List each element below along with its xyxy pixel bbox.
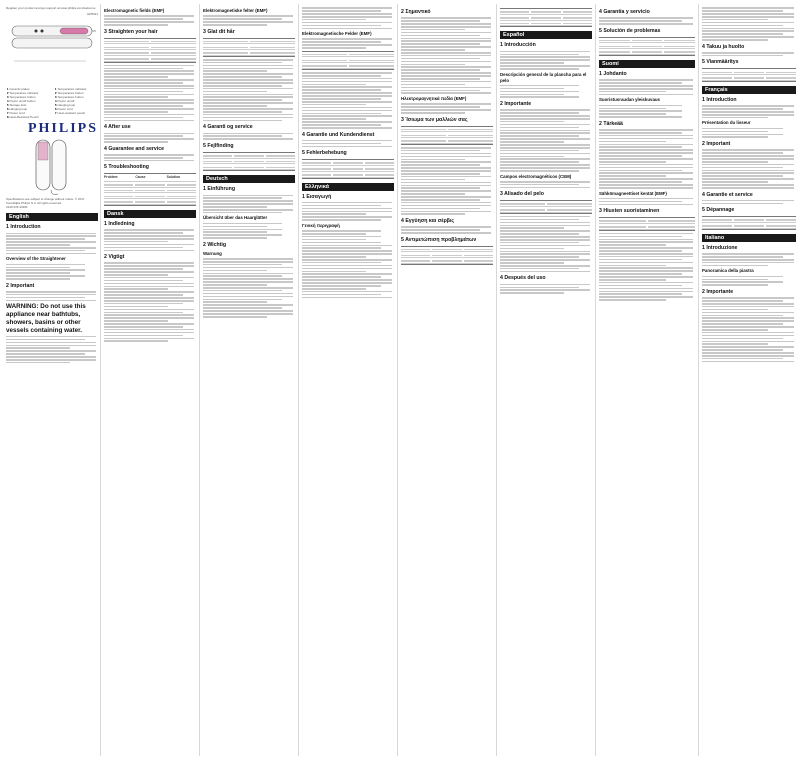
section-heading: 5 Fehlerbehebung [302,150,347,157]
section-heading: Panoramica della piastra [702,268,754,274]
lang-header-suomi: Suomi [599,60,695,68]
straightener-illustration [6,16,98,86]
section-heading: 1 Indledning [104,220,135,227]
section-heading: 3 Straighten your hair [104,28,158,35]
legend-item: 6Hanging loop [6,107,28,112]
section-heading: 5 Solución de problemas [599,27,661,34]
column-english-cont [104,6,196,756]
section-heading: Elektromagnetische Felder (EMF) [302,31,372,37]
column-dansk [203,6,295,756]
section-heading: Γενική περιγραφή [302,222,340,228]
section-heading: 2 Wichtig [203,241,227,248]
section-heading: Sähkömagneettiset kentät (EMF) [599,190,667,196]
legend-item: 3Temperature button [54,95,84,100]
section-heading: 2 Σημαντικό [401,9,431,15]
lang-header-english: English [6,213,98,221]
legend-item: 1Ceramic plates [6,87,30,92]
section-heading: Warnung [203,250,222,256]
legend-item: 7Power cord [6,111,25,116]
legend-item: 4Power on/off [54,99,75,104]
column-espanol [500,6,592,756]
section-heading: Présentation du lisseur [702,120,751,126]
legend-item: 6Power cord [54,107,73,112]
section-heading: Campos electromagnéticos (CEM) [500,173,572,179]
lang-header-deutsch: Deutsch [203,175,295,183]
column-suomi [599,6,695,756]
overview-legend [6,87,98,119]
section-heading: Overview of the Straightener [6,256,66,262]
troubleshooting-table [104,173,196,206]
section-heading: Übersicht über das Haarglätter [203,215,268,221]
legend-item: 1Temperature indicator [54,87,87,92]
section-heading: 4 After use [104,124,131,131]
section-heading: Suoristusraudan yleiskuvaus [599,97,661,103]
table-header: Cause [135,175,146,180]
legend-item: 4Power on/off button [6,99,36,104]
column-cover [6,6,98,756]
device-diagram [6,136,98,196]
lang-header-dansk: Dansk [104,210,196,218]
legend-item: 2Temperature indicator [6,91,39,96]
lang-header-espanol: Español [500,31,592,39]
section-heading: 5 Vianmääritys [702,59,739,66]
section-heading: 2 Tärkeää [599,120,623,127]
legend-item: 2Temperature button [54,91,84,96]
section-heading: 2 Importante [500,101,532,108]
section-heading: 1 Introduzione [702,244,738,251]
lang-header-greek: Ελληνικά [302,183,394,191]
section-heading: 4 Después del uso [500,275,546,282]
philips-logo: PHILIPS [27,121,98,137]
section-heading: 4 Garantie et service [702,191,753,198]
model-number: HP8321 [87,12,98,16]
legend-item: 3Temperature button [6,95,36,100]
section-heading: 1 Johdanto [599,71,627,78]
legend-item: 8Heat-Resistant Pouch [6,115,39,120]
section-heading: 3 Alisado del pelo [500,191,544,198]
lang-header-francais: Français [702,86,796,94]
doc-code: 3140 035 43181 [6,205,28,210]
table-header: Problem [104,175,118,180]
section-heading: 4 Garantie und Kundendienst [302,131,375,138]
column-greek [401,6,493,756]
section-heading: 4 Εγγύηση και σέρβις [401,218,455,225]
section-heading: 1 Einführung [203,186,235,193]
section-heading: 3 Hiusten suoristaminen [599,208,660,215]
lang-header-italiano: Italiano [702,234,796,242]
section-heading: 4 Garantía y servicio [599,9,650,15]
section-heading: 5 Fejlfinding [203,142,234,149]
section-heading: 2 Importante [702,288,734,295]
register-note: Register your product and get support at www.philips.com/welcome [6,6,96,10]
section-heading: 1 Introduction [6,224,41,231]
section-heading: Descripción general de la plancha para el pelo [500,71,587,83]
section-heading: 4 Takuu ja huolto [702,43,745,50]
legend-item: 7Heat-resistant pouch [54,111,86,116]
section-heading: 5 Dépannage [702,207,735,214]
section-heading: 5 Troubleshooting [104,164,149,171]
section-heading: 2 Important [702,141,731,148]
bath-warning: WARNING: Do not use this appliance near bathtubs, showers, basins or other vessels containing water. [6,302,86,334]
section-heading: 1 Introduction [702,97,737,104]
section-heading: Ηλεκτρομαγνητικά πεδία (EMF) [401,96,467,102]
section-heading: 2 Important [6,282,35,289]
section-heading: Elektromagnetiske felter (EMF) [203,8,268,13]
legend-item: 5Storage lock [6,103,27,108]
specs-note: Specifications are subject to change without notice. © 2017 Koninklijke Philips N.V. All rights reserved. [6,197,85,206]
legend-item: 5Hanging loop [54,103,76,108]
section-heading: 4 Garanti og service [203,124,253,131]
section-heading: 3 Ίσιωμα των μαλλιών σας [401,116,468,123]
section-heading: Electromagnetic fields (EMF) [104,8,165,13]
section-heading: 2 Vigtigt [104,254,125,261]
section-heading: 4 Guarantee and service [104,145,164,152]
section-heading: 3 Glat dit hår [203,28,235,35]
table-header: Solution [166,175,181,180]
column-deutsch [302,6,394,756]
section-heading: 1 Εισαγωγή [302,193,332,200]
section-heading: 5 Αντιμετώπιση προβλημάτων [401,236,477,243]
section-heading: 1 Introducción [500,42,536,49]
column-francais-italiano [702,6,796,756]
